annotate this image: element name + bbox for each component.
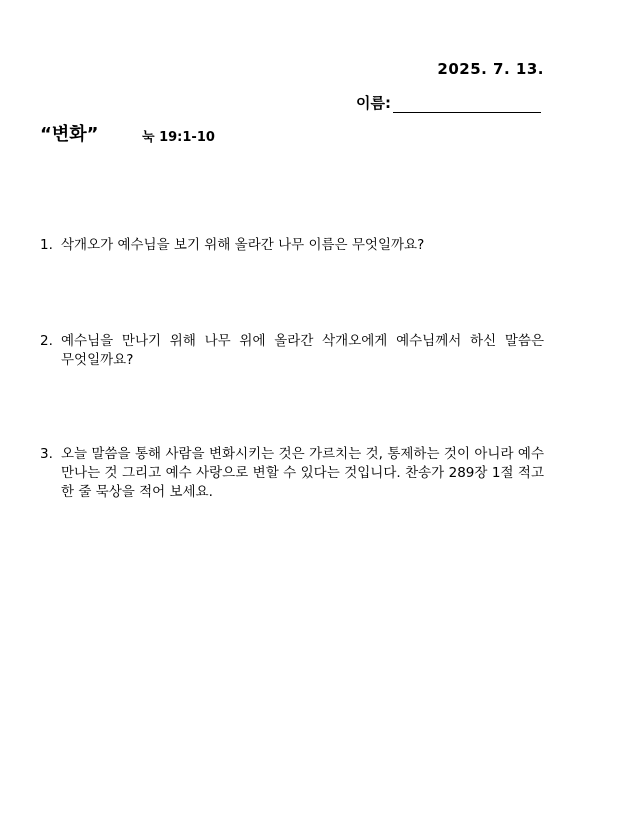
question-number: 1. bbox=[40, 237, 53, 253]
question-3 bbox=[40, 445, 544, 502]
question-text: 예수님을 만나기 위해 나무 위에 올라간 삭개오에게 예수님께서 하신 말씀은 무엇일까요? bbox=[61, 333, 544, 368]
name-blank-line[interactable] bbox=[393, 95, 541, 113]
name-field-row bbox=[356, 92, 541, 113]
date: 2025. 7. 13. bbox=[437, 60, 544, 78]
question-text: 삭개오가 예수님을 보기 위해 올라간 나무 이름은 무엇일까요? bbox=[61, 237, 425, 253]
question-2 bbox=[40, 332, 544, 370]
question-number: 3. bbox=[40, 446, 53, 462]
page-title: “변화” bbox=[40, 124, 99, 145]
question-1 bbox=[40, 236, 544, 255]
name-label: 이름: bbox=[356, 94, 391, 112]
question-number: 2. bbox=[40, 333, 53, 349]
question-text: 오늘 말씀을 통해 사람을 변화시키는 것은 가르치는 것, 통제하는 것이 아니라 예수 만나는 것 그리고 예수 사랑으로 변할 수 있다는 것입니다. 찬송가 289장 1절 적고 한 줄 묵상을 적어 보세요. bbox=[61, 446, 544, 500]
scripture-reference: 눅 19:1-10 bbox=[142, 130, 215, 145]
